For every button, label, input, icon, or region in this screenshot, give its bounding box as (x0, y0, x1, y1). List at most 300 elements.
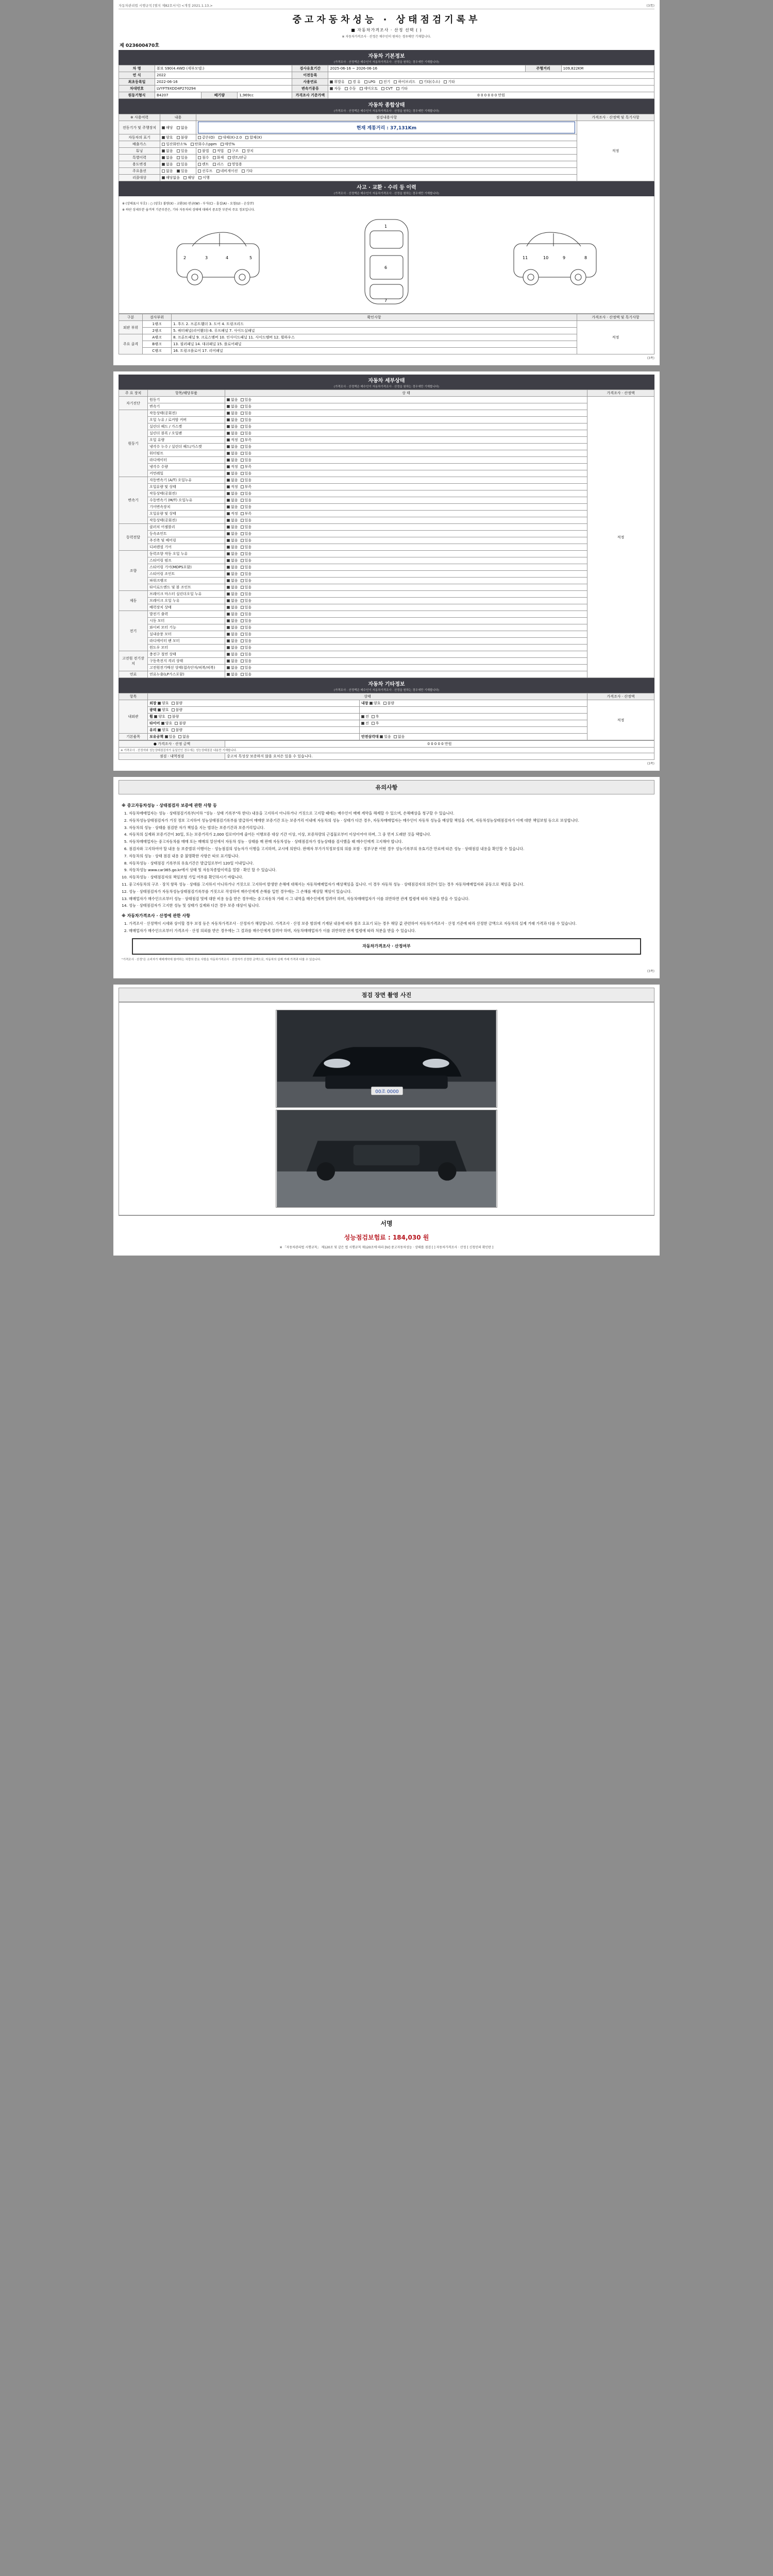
detail-option-0[interactable] (227, 437, 238, 443)
detail-item-status[interactable] (225, 464, 587, 470)
detail-option-0[interactable] (227, 551, 238, 556)
detail-item-status[interactable] (225, 591, 587, 598)
detail-option-0[interactable] (227, 457, 238, 463)
checkbox-icon[interactable] (227, 445, 230, 448)
checkbox-icon[interactable] (227, 485, 230, 488)
other-left-option-0[interactable] (158, 701, 169, 706)
other-left-option-1[interactable] (178, 734, 190, 739)
checkbox-icon[interactable] (227, 465, 230, 468)
other-left-cell[interactable] (148, 714, 360, 720)
checkbox-icon[interactable] (227, 512, 230, 515)
other-left-option-1[interactable] (172, 727, 183, 733)
detail-item-status[interactable] (225, 638, 587, 645)
detail-item-status[interactable] (225, 457, 587, 464)
other-right-cell[interactable] (360, 714, 587, 720)
checkbox-icon[interactable] (380, 735, 383, 738)
detail-option-1[interactable] (241, 504, 252, 510)
detail-option-1[interactable] (241, 638, 252, 643)
other-right-option-0[interactable] (369, 701, 381, 706)
other-left-cell[interactable] (148, 720, 360, 727)
checkbox-icon[interactable] (227, 552, 230, 555)
detail-item-status[interactable] (225, 645, 587, 651)
detail-item-status[interactable] (225, 665, 587, 671)
fuel-option-2[interactable]: LPG (364, 80, 376, 84)
other-left-option-1[interactable] (172, 707, 183, 713)
checkbox-icon[interactable] (227, 539, 230, 542)
detail-item-status[interactable] (225, 511, 587, 517)
detail-option-0[interactable] (227, 397, 238, 402)
detail-option-1[interactable] (241, 545, 252, 550)
detail-option-1[interactable] (241, 411, 252, 416)
other-left-option-0[interactable] (165, 734, 176, 739)
detail-item-status[interactable] (225, 403, 587, 410)
detail-item-status[interactable] (225, 618, 587, 624)
detail-item-status[interactable] (225, 611, 587, 618)
detail-option-0[interactable] (227, 665, 238, 670)
checkbox-icon[interactable] (241, 425, 244, 428)
detail-option-0[interactable] (227, 424, 238, 429)
detail-option-0[interactable] (227, 491, 238, 496)
detail-option-1[interactable] (241, 605, 252, 610)
detail-option-1[interactable] (241, 538, 252, 543)
detail-item-status[interactable] (225, 564, 587, 571)
checkbox-icon[interactable] (172, 702, 175, 705)
detail-option-0[interactable] (227, 672, 238, 677)
detail-group-3: 동력전달 (119, 524, 148, 551)
checkbox-icon[interactable] (227, 492, 230, 495)
checkbox-icon[interactable] (241, 653, 244, 656)
checkbox-icon[interactable] (241, 599, 244, 602)
checkbox-icon[interactable] (241, 559, 244, 562)
other-right-cell[interactable] (360, 720, 587, 727)
detail-option-1[interactable] (241, 565, 252, 570)
detail-item-status[interactable] (225, 484, 587, 490)
overall-row-4-sub[interactable]: 침수 화재 덴트/판금 (196, 155, 577, 161)
checkbox-icon[interactable] (172, 728, 175, 732)
detail-option-1[interactable] (241, 484, 252, 489)
checkbox-icon[interactable] (227, 566, 230, 569)
detail-option-0[interactable] (227, 484, 238, 489)
checkbox-icon[interactable] (241, 666, 244, 669)
trans-option-4[interactable]: 기타 (396, 86, 408, 91)
checkbox-icon[interactable] (394, 735, 397, 738)
checkbox-icon[interactable] (241, 539, 244, 542)
checkbox-icon[interactable] (154, 715, 157, 718)
detail-option-1[interactable] (241, 585, 252, 590)
checkbox-icon[interactable] (227, 666, 230, 669)
checkbox-icon[interactable] (227, 505, 230, 509)
detail-option-0[interactable] (227, 498, 238, 503)
detail-option-0[interactable] (227, 464, 238, 469)
checkbox-icon[interactable] (241, 512, 244, 515)
detail-row (119, 618, 654, 624)
detail-option-0[interactable] (227, 558, 238, 563)
detail-option-1[interactable] (241, 625, 252, 630)
checkbox-icon[interactable] (241, 459, 244, 462)
checkbox-icon[interactable] (241, 546, 244, 549)
detail-option-1[interactable] (241, 672, 252, 677)
checkbox-icon[interactable] (241, 432, 244, 435)
detail-item-status[interactable] (225, 410, 587, 417)
fuel-option-1[interactable]: 경 유 (348, 79, 361, 84)
detail-option-0[interactable] (227, 404, 238, 409)
detail-item-status[interactable] (225, 397, 587, 403)
detail-option-1[interactable] (241, 652, 252, 657)
detail-item-status[interactable] (225, 537, 587, 544)
checkbox-icon[interactable] (227, 532, 230, 535)
detail-item-status[interactable] (225, 631, 587, 638)
detail-option-0[interactable] (227, 652, 238, 657)
detail-option-1[interactable] (241, 558, 252, 563)
detail-option-1[interactable] (241, 632, 252, 637)
detail-option-1[interactable] (241, 437, 252, 443)
detail-option-0[interactable] (227, 524, 238, 530)
checkbox-icon[interactable] (227, 633, 230, 636)
detail-option-label: 없음 (231, 404, 238, 409)
detail-option-0[interactable] (227, 545, 238, 550)
detail-item-status[interactable] (225, 544, 587, 551)
overall-row-6-sub[interactable]: 선루프 네비게이션 기타 (196, 168, 577, 175)
detail-option-1[interactable] (241, 612, 252, 617)
checkbox-icon[interactable] (158, 702, 161, 705)
checkbox-icon[interactable] (241, 499, 244, 502)
other-right-option-0[interactable] (361, 721, 369, 726)
fuel-option-3[interactable]: 전기 (379, 79, 391, 84)
checkbox-icon[interactable] (227, 639, 230, 642)
detail-option-0[interactable] (227, 585, 238, 590)
detail-option-0[interactable] (227, 578, 238, 583)
page2-footer-pagenum: (3쪽) (647, 762, 654, 766)
overall-row-4-opts[interactable]: 없음 있음 (160, 155, 196, 161)
detail-option-0[interactable] (227, 645, 238, 650)
checkbox-icon[interactable] (227, 673, 230, 676)
other-left-cell[interactable] (148, 727, 360, 734)
checkbox-icon[interactable] (241, 479, 244, 482)
checkbox-icon[interactable] (241, 606, 244, 609)
checkbox-icon[interactable] (227, 418, 230, 421)
checkbox-icon[interactable] (241, 405, 244, 408)
transmission-options[interactable] (328, 86, 654, 92)
detail-item-status[interactable] (225, 571, 587, 578)
checkbox-icon[interactable] (241, 639, 244, 642)
checkbox-icon[interactable] (227, 405, 230, 408)
detail-option-0[interactable] (227, 605, 238, 610)
checkbox-icon[interactable] (241, 492, 244, 495)
detail-option-1[interactable] (241, 524, 252, 530)
other-left-cell[interactable] (148, 700, 360, 707)
checkbox-icon[interactable] (168, 715, 171, 718)
checkbox-icon[interactable] (227, 619, 230, 622)
checkbox-icon[interactable] (172, 708, 175, 711)
detail-option-1[interactable] (241, 424, 252, 429)
other-right-option-1[interactable] (383, 701, 395, 706)
checkbox-icon[interactable] (241, 465, 244, 468)
checkbox-icon[interactable] (227, 579, 230, 582)
trans-option-2[interactable]: 세미오토 (360, 86, 378, 91)
detail-option-1[interactable] (241, 551, 252, 556)
detail-option-1[interactable] (241, 431, 252, 436)
detail-item-status[interactable] (225, 524, 587, 531)
checkbox-icon[interactable] (227, 653, 230, 656)
checkbox-icon[interactable] (241, 452, 244, 455)
other-left-option-0[interactable] (161, 721, 173, 726)
detail-item-status[interactable] (225, 624, 587, 631)
detail-option-0[interactable] (227, 411, 238, 416)
other-left-option-0[interactable] (154, 714, 165, 719)
overall-row-1-sub[interactable]: 같은(O) 대체(X)-2.0 합체(X) (196, 134, 577, 141)
checkbox-icon[interactable] (241, 526, 244, 529)
checkbox-icon[interactable] (227, 499, 230, 502)
detail-option-0[interactable] (227, 565, 238, 570)
checkbox-icon[interactable] (227, 626, 230, 629)
detail-option-0[interactable] (227, 531, 238, 536)
other-left-option-0[interactable] (158, 707, 169, 713)
checkbox-icon[interactable] (178, 735, 181, 738)
other-left-label: 유리 (149, 728, 158, 732)
mileage-highlight: 현재 계통거리 : 37,131Km (198, 122, 575, 133)
other-left-cell[interactable] (148, 734, 360, 740)
detail-option-1[interactable] (241, 531, 252, 536)
detail-row (119, 564, 654, 571)
checkbox-icon[interactable] (158, 708, 161, 711)
checkbox-icon[interactable] (158, 728, 161, 732)
other-right-cell[interactable] (360, 707, 587, 714)
overall-row-5-sub[interactable]: 렌트 리스 영업용 (196, 161, 577, 168)
other-right-cell[interactable] (360, 727, 587, 734)
checkbox-icon[interactable] (241, 673, 244, 676)
detail-option-1[interactable] (241, 457, 252, 463)
section-overall-bar (119, 99, 654, 114)
checkbox-icon[interactable] (241, 438, 244, 442)
detail-option-0[interactable] (227, 471, 238, 476)
detail-option-0[interactable] (227, 658, 238, 664)
overall-row-0-opts[interactable]: 해당 없음 (160, 121, 196, 134)
checkbox-icon[interactable] (227, 592, 230, 596)
checkbox-icon[interactable] (227, 613, 230, 616)
other-left-cell[interactable] (148, 707, 360, 714)
overall-row-1-opts[interactable]: 양호 불량 (160, 134, 196, 141)
checkbox-icon[interactable] (227, 472, 230, 475)
detail-item-status[interactable] (225, 598, 587, 604)
checkbox-icon[interactable] (241, 659, 244, 663)
detail-option-1[interactable] (241, 498, 252, 503)
checkbox-icon[interactable] (227, 526, 230, 529)
detail-item-status[interactable] (225, 417, 587, 423)
overall-row-2-opts[interactable]: 일산화탄소% 탄화수소ppm 매연% (160, 141, 577, 148)
overall-row-7-opts[interactable]: 해당없음 해당 이행 (160, 175, 577, 181)
checkbox-icon[interactable] (227, 459, 230, 462)
detail-item-status[interactable] (225, 477, 587, 484)
detail-item-status[interactable] (225, 430, 587, 437)
detail-option-1[interactable] (241, 464, 252, 469)
checkbox-icon[interactable] (241, 572, 244, 575)
checkbox-icon[interactable] (227, 425, 230, 428)
detail-option-0[interactable] (227, 591, 238, 597)
fuel-option-5[interactable]: 기타(수소) (419, 79, 441, 84)
checkbox-icon[interactable] (241, 505, 244, 509)
fuel-option-0[interactable]: 휘발유 (330, 79, 344, 84)
detail-item-status[interactable] (225, 444, 587, 450)
checkbox-icon[interactable] (241, 532, 244, 535)
other-right-option-1[interactable] (372, 714, 379, 719)
detail-item-status[interactable] (225, 504, 587, 511)
other-right-option-1[interactable] (394, 734, 405, 739)
detail-item-status[interactable] (225, 531, 587, 537)
checkbox-icon[interactable] (161, 722, 164, 725)
detail-option-0[interactable] (227, 504, 238, 510)
detail-item-status[interactable] (225, 497, 587, 504)
checkbox-icon[interactable] (369, 702, 373, 705)
detail-item-status[interactable] (225, 557, 587, 564)
overall-row-4-key: 특별이력 (119, 155, 160, 161)
detail-item-status[interactable] (225, 584, 587, 591)
detail-option-0[interactable] (227, 625, 238, 630)
overall-row-3-opts[interactable]: 없음 있음 (160, 148, 196, 155)
checkbox-icon[interactable] (361, 722, 364, 725)
detail-option-0[interactable] (227, 632, 238, 637)
fuel-options[interactable] (328, 79, 654, 86)
detail-item-status[interactable] (225, 658, 587, 665)
detail-option-0[interactable] (227, 571, 238, 577)
checkbox-icon[interactable] (227, 559, 230, 562)
other-right-option-1[interactable] (372, 721, 379, 726)
checkbox-icon[interactable] (241, 472, 244, 475)
detail-option-0[interactable] (227, 538, 238, 543)
checkbox-icon[interactable] (372, 715, 375, 718)
detail-option-1[interactable] (241, 658, 252, 664)
detail-option-1[interactable] (241, 478, 252, 483)
detail-option-1[interactable] (241, 645, 252, 650)
detail-option-1[interactable] (241, 471, 252, 476)
checkbox-icon[interactable] (227, 546, 230, 549)
checkbox-icon[interactable] (227, 646, 230, 649)
detail-option-1[interactable] (241, 444, 252, 449)
detail-option-0[interactable] (227, 478, 238, 483)
checkbox-icon[interactable] (227, 659, 230, 663)
checkbox-icon[interactable] (241, 445, 244, 448)
checkbox-icon[interactable] (241, 552, 244, 555)
other-left-option-1[interactable] (168, 714, 179, 719)
checkbox-icon[interactable] (241, 633, 244, 636)
checkbox-icon[interactable] (241, 519, 244, 522)
checkbox-icon[interactable] (241, 485, 244, 488)
detail-option-1[interactable] (241, 618, 252, 623)
checkbox-icon[interactable] (227, 572, 230, 575)
checkbox-icon[interactable] (241, 398, 244, 401)
detail-option-0[interactable] (227, 638, 238, 643)
checkbox-icon[interactable] (241, 418, 244, 421)
checkbox-icon[interactable] (241, 412, 244, 415)
detail-option-1[interactable] (241, 417, 252, 422)
trans-option-3[interactable]: CVT (381, 87, 393, 91)
checkbox-icon[interactable] (227, 452, 230, 455)
checkbox-icon[interactable] (227, 519, 230, 522)
other-left-option-1[interactable] (175, 721, 186, 726)
detail-option-1[interactable] (241, 451, 252, 456)
checkbox-icon[interactable] (227, 479, 230, 482)
checkbox-icon[interactable] (227, 398, 230, 401)
overall-mileage-box (196, 121, 577, 134)
detail-option-0[interactable] (227, 444, 238, 449)
detail-option-0[interactable] (227, 417, 238, 422)
detail-option-1[interactable] (241, 491, 252, 496)
fuel-option-6[interactable]: 기타 (444, 79, 455, 84)
detail-item-status[interactable] (225, 517, 587, 524)
fuel-option-4[interactable]: 하이브리드 (394, 79, 415, 84)
detail-option-0[interactable] (227, 518, 238, 523)
other-left-option-1[interactable] (172, 701, 183, 706)
detail-option-0[interactable] (227, 511, 238, 516)
other-right-option-0[interactable] (361, 714, 369, 719)
detail-item-status[interactable] (225, 604, 587, 611)
checkbox-icon[interactable] (227, 599, 230, 602)
checkbox-icon[interactable] (241, 579, 244, 582)
checkbox-icon[interactable] (241, 613, 244, 616)
other-right-cell[interactable] (360, 734, 587, 740)
detail-item-status[interactable] (225, 437, 587, 444)
detail-option-1[interactable] (241, 571, 252, 577)
detail-item-status[interactable] (225, 551, 587, 557)
trans-option-1[interactable]: 수동 (345, 86, 356, 91)
detail-option-0[interactable] (227, 618, 238, 623)
detail-option-1[interactable] (241, 397, 252, 402)
checkbox-icon[interactable] (227, 438, 230, 442)
detail-item-status[interactable] (225, 671, 587, 678)
detail-item-status[interactable] (225, 450, 587, 457)
checkbox-icon[interactable] (175, 722, 178, 725)
other-right-option-0[interactable] (380, 734, 391, 739)
other-left-option-0[interactable] (158, 727, 169, 733)
detail-item-status[interactable] (225, 578, 587, 584)
detail-item-status[interactable] (225, 423, 587, 430)
svg-text:4: 4 (226, 256, 229, 260)
overall-row-6-opts[interactable]: 없음 있음 (160, 168, 196, 175)
checkbox-icon[interactable] (241, 646, 244, 649)
overall-row-5-opts[interactable]: 없음 있음 (160, 161, 196, 168)
detail-option-1[interactable] (241, 404, 252, 409)
detail-option-0[interactable] (227, 612, 238, 617)
detail-option-1[interactable] (241, 578, 252, 583)
trans-option-0[interactable]: 자동 (330, 86, 341, 91)
detail-option-0[interactable] (227, 431, 238, 436)
detail-option-1[interactable] (241, 518, 252, 523)
checkbox-icon[interactable] (227, 586, 230, 589)
checkbox-icon[interactable] (165, 735, 168, 738)
checkbox-icon[interactable] (227, 606, 230, 609)
checkbox-icon[interactable] (241, 619, 244, 622)
checkbox-icon[interactable] (383, 702, 386, 705)
checkbox-icon[interactable] (241, 592, 244, 596)
checkbox-icon[interactable] (227, 412, 230, 415)
detail-option-1[interactable] (241, 598, 252, 603)
detail-item-status[interactable] (225, 490, 587, 497)
overall-row-3-sub[interactable]: 불법 적법 구조 장치 (196, 148, 577, 155)
detail-option-1[interactable] (241, 511, 252, 516)
detail-option-1[interactable] (241, 591, 252, 597)
detail-item-status[interactable] (225, 651, 587, 658)
detail-option-1[interactable] (241, 665, 252, 670)
checkbox-icon[interactable] (372, 722, 375, 725)
detail-option-0[interactable] (227, 598, 238, 603)
detail-item-status[interactable] (225, 470, 587, 477)
checkbox-icon[interactable] (241, 626, 244, 629)
other-right-cell[interactable] (360, 700, 587, 707)
detail-option-0[interactable] (227, 451, 238, 456)
checkbox-icon[interactable] (241, 566, 244, 569)
checkbox-icon[interactable] (241, 586, 244, 589)
checkbox-icon[interactable] (361, 715, 364, 718)
checkbox-icon[interactable] (227, 432, 230, 435)
